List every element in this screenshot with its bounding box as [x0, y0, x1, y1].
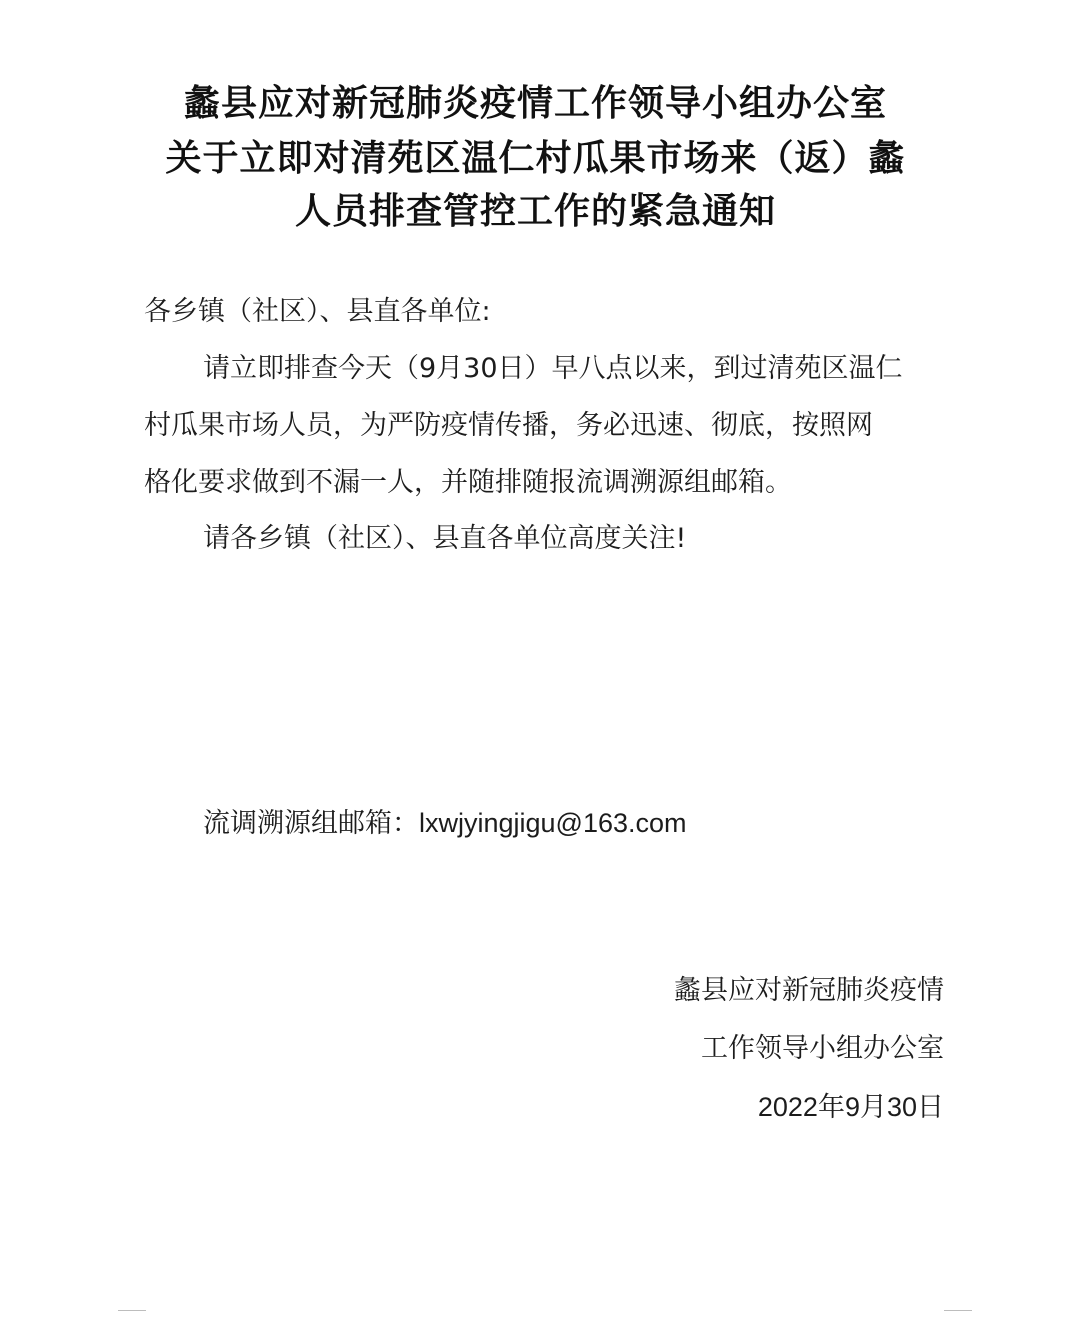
signature-org-line-2: 工作领导小组办公室 [701, 1033, 944, 1064]
title-line-1: 蠡县应对新冠肺炎疫情工作领导小组办公室 [183, 83, 887, 124]
signature-date: 2022年9月30日 [757, 1092, 944, 1122]
page-corner-mark-left [118, 1310, 146, 1327]
paragraph-1-line-3: 格化要求做到不漏一人，并随排随报流调溯源组邮箱。 [144, 467, 792, 498]
page-corner-mark-right [944, 1310, 972, 1327]
email-label: 流调溯源组邮箱： [203, 808, 419, 839]
email-line [203, 803, 687, 844]
paragraph-1-line-1: 请立即排查今天（9月30日）早八点以来，到过清苑区温仁 [203, 353, 903, 384]
paragraph-2: 请各乡镇（社区）、县直各单位高度关注! [203, 523, 687, 554]
title-line-2: 关于立即对清苑区温仁村瓜果市场来（返）蠡 [165, 138, 906, 179]
paragraph-1-line-2: 村瓜果市场人员，为严防疫情传播，务必迅速、彻底，按照网 [144, 410, 873, 441]
email-address[interactable]: lxwjyingjigu@163.com [419, 808, 687, 838]
salutation: 各乡镇（社区）、县直各单位: [144, 296, 491, 327]
title-line-3: 人员排查管控工作的紧急通知 [294, 191, 776, 232]
signature-org-line-1: 蠡县应对新冠肺炎疫情 [674, 975, 944, 1006]
